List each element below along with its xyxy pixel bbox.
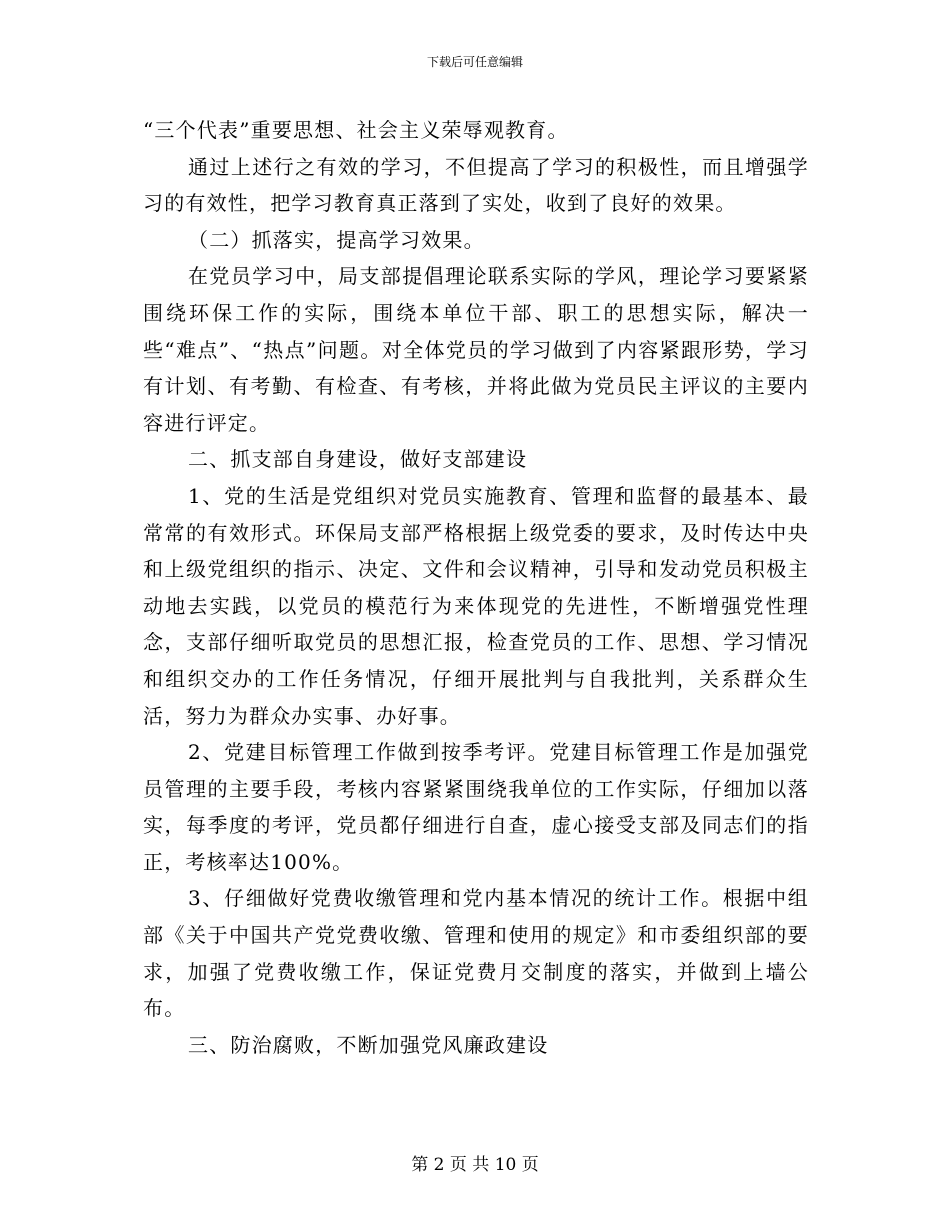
section-heading: 二、抓支部自身建设，做好支部建设 xyxy=(188,447,528,472)
paragraph: 2、党建目标管理工作做到按季考评。党建目标管理工作是加强党员管理的主要手段，考核内容紧紧围绕我单位的工作实际，仔细加以落实，每季度的考评，党员都仔细进行自查，虚心接受支部及同志们的指正，考核率达100%。 xyxy=(143,740,809,874)
paragraph: 1、党的生活是党组织对党员实施教育、管理和监督的最基本、最常常的有效形式。环保局支部严格根据上级党委的要求，及时传达中央和上级党组织的指示、决定、文件和会议精神，引导和发动党员积极主动地去实践，以党员的模范行为来体现党的先进性，不断增强党性理念，支部仔细听取党员的思想汇报，检查党员的工作、思想、学习情况和组织交办的工作任务情况，仔细开展批判与自我批判，关系群众生活，努力为群众办实事、办好事。 xyxy=(143,483,809,728)
paragraph: 通过上述行之有效的学习，不但提高了学习的积极性，而且增强学习的有效性，把学习教育真正落到了实处，收到了良好的效果。 xyxy=(143,154,809,216)
page-header-note: 下载后可任意编辑 xyxy=(426,55,523,69)
paragraph: 在党员学习中，局支部提倡理论联系实际的学风，理论学习要紧紧围绕环保工作的实际，围绕本单位干部、职工的思想实际，解决一些“难点”、“热点”问题。对全体党员的学习做到了内容紧跟形势，学习有计划、有考勤、有检查、有考核，并将此做为党员民主评议的主要内容进行评定。 xyxy=(143,264,809,435)
page-number: 第 2 页 共 10 页 xyxy=(411,1155,539,1175)
section-subheading: （二）抓落实，提高学习效果。 xyxy=(188,227,485,252)
section-heading: 三、防治腐败，不断加强党风廉政建设 xyxy=(188,1032,549,1057)
paragraph: 3、仔细做好党费收缴管理和党内基本情况的统计工作。根据中组部《关于中国共产党党费收缴、管理和使用的规定》和市委组织部的要求，加强了党费收缴工作，保证党费月交制度的落实，并做到上墙公布。 xyxy=(143,886,809,1021)
document-body xyxy=(143,112,809,1063)
paragraph-continuation: “三个代表”重要思想、社会主义荣辱观教育。 xyxy=(143,118,569,142)
